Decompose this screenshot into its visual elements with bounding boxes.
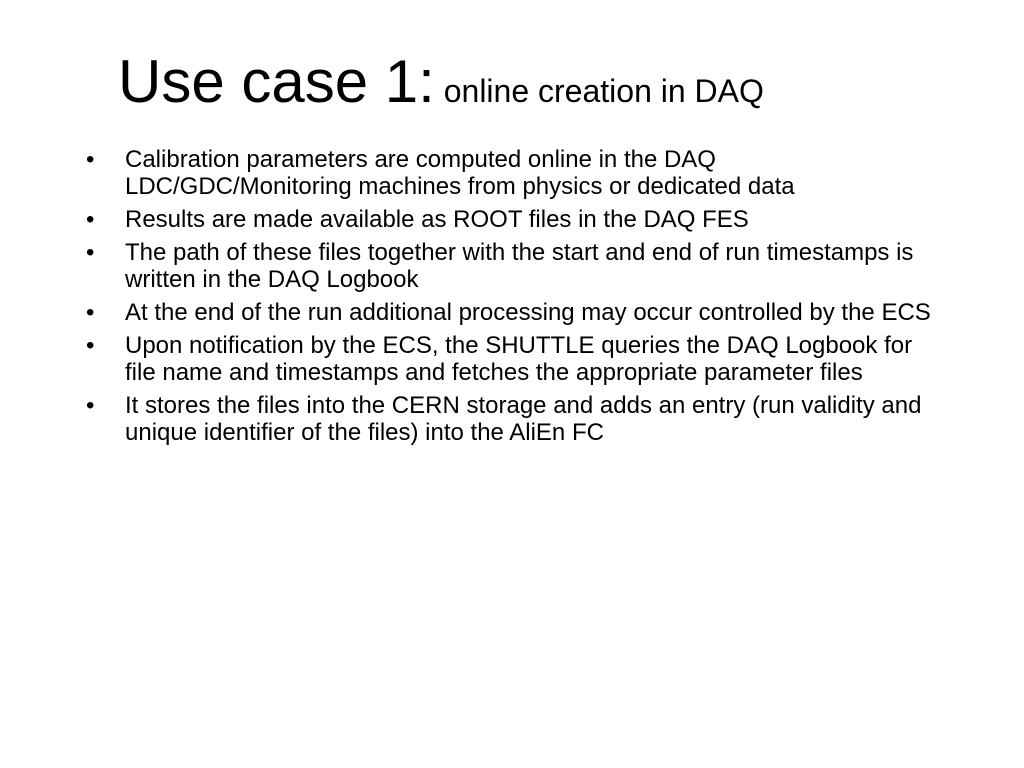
bullet-icon: • bbox=[86, 146, 95, 173]
slide-title-main: Use case 1: bbox=[118, 48, 435, 115]
slide-title bbox=[118, 48, 764, 115]
bullet-text: Calibration parameters are computed online in the DAQ LDC/GDC/Monitoring machines from physics or dedicated data bbox=[125, 146, 795, 200]
bullet-text: Upon notification by the ECS, the SHUTTLE queries the DAQ Logbook for file name and timestamps and fetches the appropriate parameter files bbox=[125, 332, 913, 386]
bullet-item-5 bbox=[86, 332, 946, 386]
bullet-text: At the end of the run additional processing may occur controlled by the ECS bbox=[125, 299, 931, 326]
bullet-item-4 bbox=[86, 299, 946, 326]
bullet-text: Results are made available as ROOT files in the DAQ FES bbox=[125, 206, 749, 233]
bullet-icon: • bbox=[86, 392, 95, 419]
bullet-icon: • bbox=[86, 299, 95, 326]
bullet-icon: • bbox=[86, 239, 95, 266]
bullet-item-6 bbox=[86, 392, 946, 446]
bullet-text: It stores the files into the CERN storage and adds an entry (run validity and unique identifier of the files) into the AliEn FC bbox=[125, 392, 922, 446]
bullet-item-3 bbox=[86, 239, 946, 293]
bullet-icon: • bbox=[86, 206, 95, 233]
bullet-item-1 bbox=[86, 146, 946, 200]
slide-title-subtitle: online creation in DAQ bbox=[443, 73, 764, 109]
bullet-list bbox=[86, 146, 946, 452]
bullet-item-2 bbox=[86, 206, 946, 233]
bullet-text: The path of these files together with the start and end of run timestamps is written in the DAQ Logbook bbox=[125, 239, 914, 293]
bullet-icon: • bbox=[86, 332, 95, 359]
